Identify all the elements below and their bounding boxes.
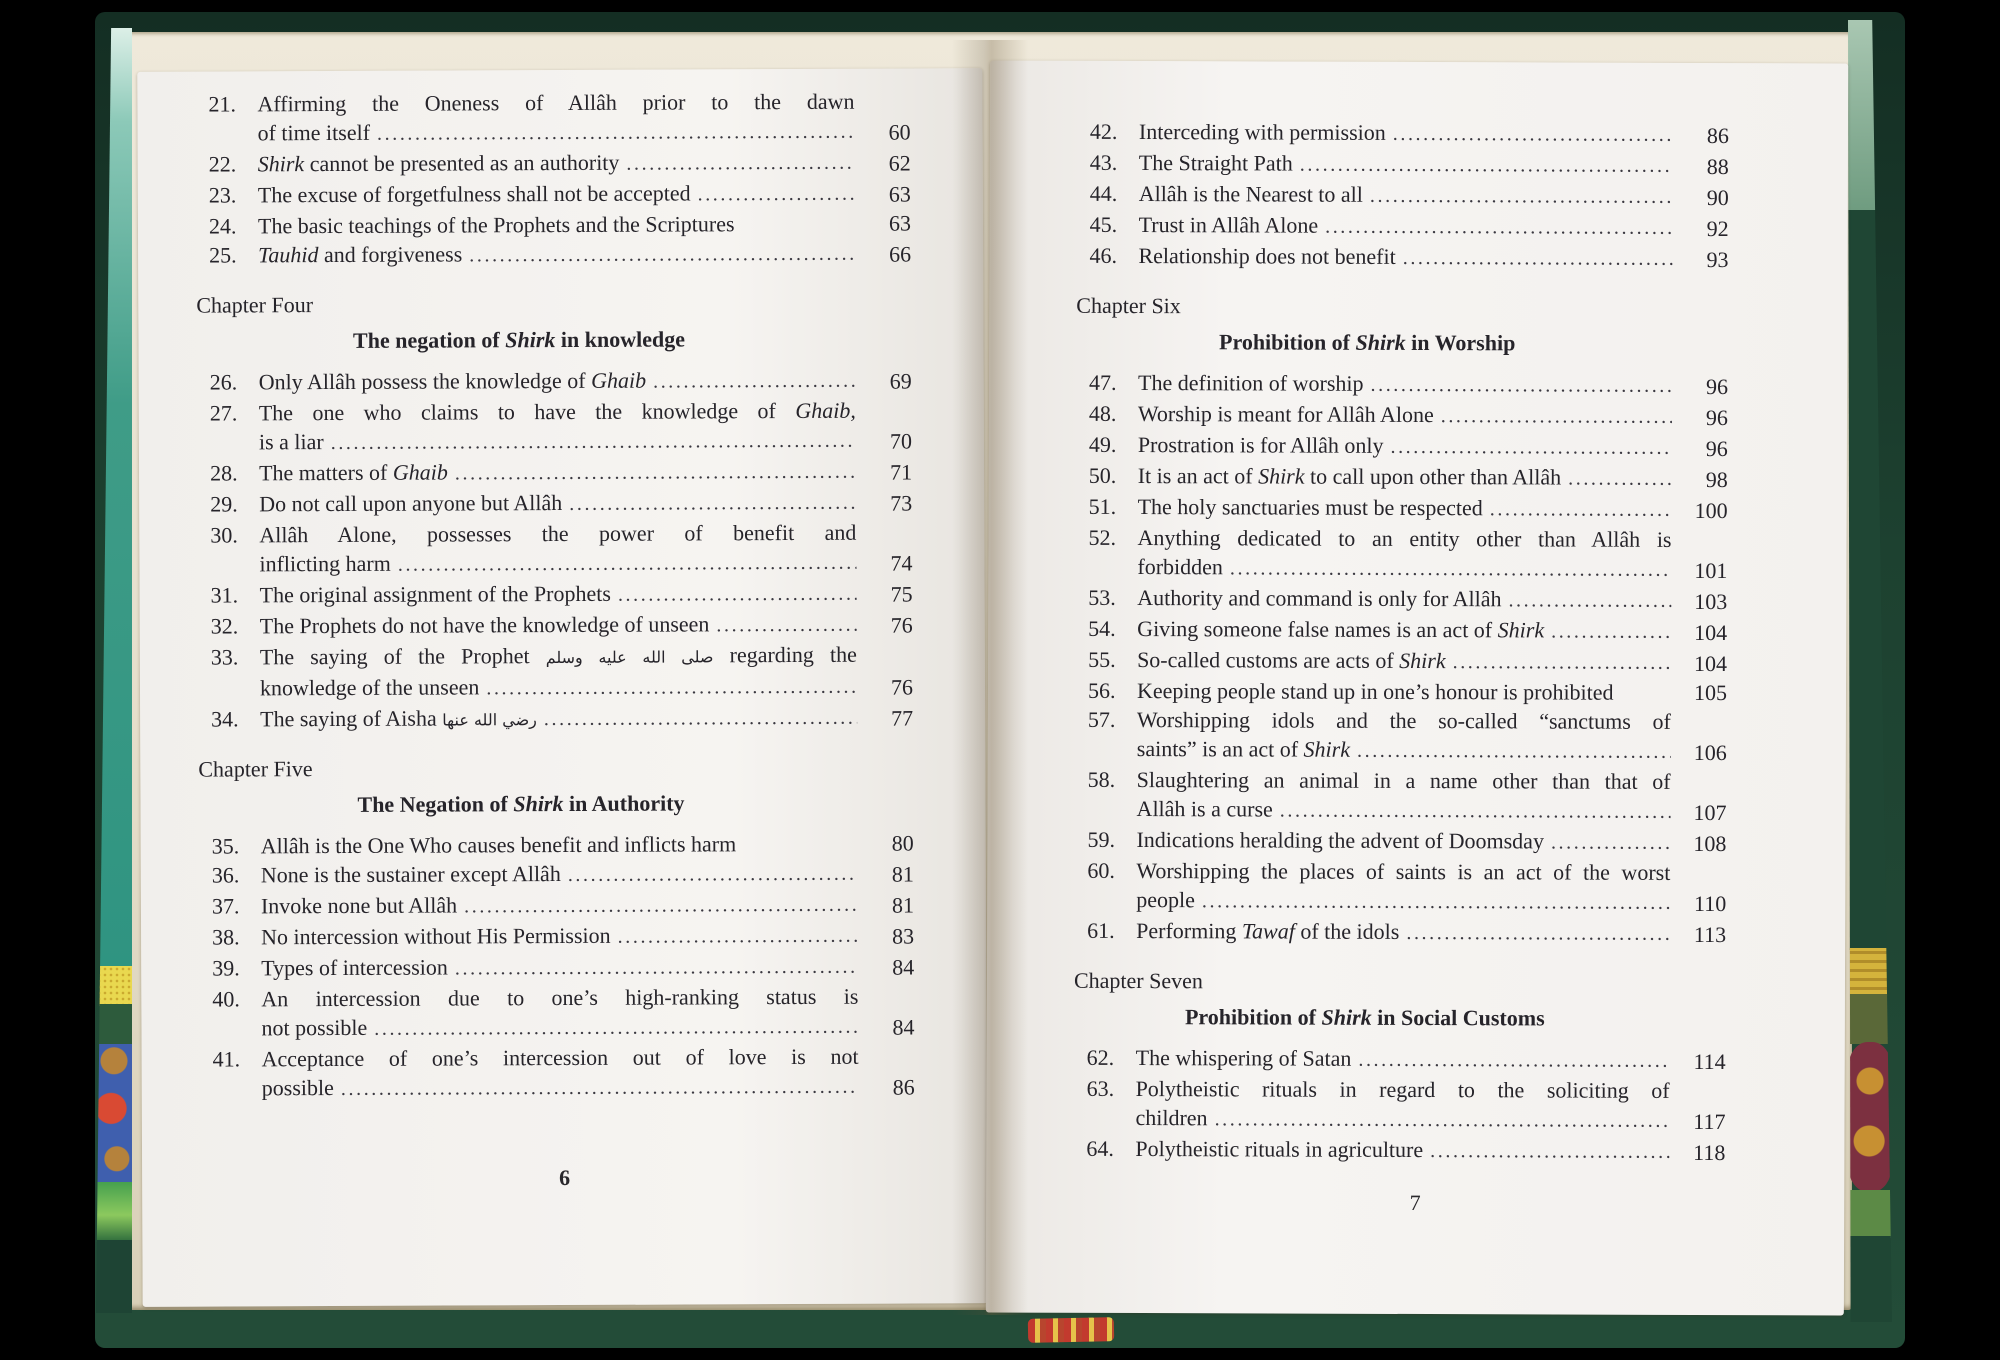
entry-text: The definition of worship .....: [1138, 368, 1672, 401]
dot-leader: [1390, 431, 1671, 463]
entry-page-ref: 81: [891, 861, 914, 887]
dot-leader: [618, 578, 857, 610]
entry-number: 31.: [210, 582, 239, 608]
entry-text: Do not call upon anyone but Allâh .....: [259, 487, 856, 521]
dot-leader: [618, 920, 859, 952]
toc-entry-45: [1077, 210, 1729, 243]
dot-leader: [569, 487, 856, 519]
chapter-title: The Negation of Shirk in Authority: [357, 790, 685, 817]
entry-number: 39.: [212, 955, 240, 981]
cover-leaf-band-left: [96, 1182, 132, 1242]
entry-text: So-called customs are acts of Shirk .....: [1137, 645, 1671, 678]
entry-page-ref: 103: [1694, 588, 1728, 615]
dot-leader: [1406, 917, 1670, 949]
entry-number: 57.: [1087, 706, 1116, 732]
entry-number: 63.: [1086, 1075, 1115, 1101]
entry-text: None is the sustainer except Allâh .....: [261, 858, 858, 892]
entry-number: 23.: [208, 182, 237, 208]
toc-entry-22: [196, 146, 911, 180]
entry-page-ref: 84: [892, 1014, 915, 1040]
entry-page-ref: 92: [1706, 216, 1729, 242]
entry-text: Tauhid and forgiveness .....: [258, 238, 855, 272]
entry-page-ref: 62: [888, 150, 911, 176]
dot-leader: [398, 547, 857, 580]
entry-text: The basic teachings of the Prophets and the Scriptures: [257, 211, 735, 239]
dot-leader: [1551, 826, 1671, 857]
entry-text: Allâh is the One Who causes benefit and inflicts harm: [260, 831, 737, 859]
cover-spine-ornament: [1028, 1317, 1114, 1343]
dot-leader: [697, 178, 854, 210]
entry-number: 45.: [1089, 211, 1118, 237]
entry-number: 25.: [209, 242, 237, 268]
dot-leader: [455, 456, 856, 489]
toc-entry-40: [199, 981, 914, 1044]
cover-ornament-medallion-right: [1848, 1042, 1892, 1192]
toc-entry-41: [200, 1041, 915, 1104]
entry-text: Performing Tawaf of the idols .....: [1136, 916, 1670, 949]
entry-number: 52.: [1088, 524, 1117, 550]
dot-leader: [1441, 400, 1672, 432]
dot-leader: [1430, 1135, 1669, 1167]
entry-number: 47.: [1089, 369, 1117, 395]
entry-number: 54.: [1088, 615, 1116, 641]
toc-entry-51: [1076, 492, 1728, 525]
toc-entry-38: [199, 919, 914, 953]
entry-text: The saying of Aisha رضي الله عنها .....: [260, 702, 857, 736]
entry-number: 61.: [1087, 917, 1115, 943]
entry-page-ref: 60: [888, 119, 911, 145]
chapter-title: Prohibition of Shirk in Worship: [1218, 329, 1516, 356]
dot-leader: [1325, 211, 1673, 243]
toc-entry-35: [199, 828, 914, 860]
toc-entry-53: [1075, 583, 1727, 616]
entry-page-ref: 83: [892, 923, 915, 949]
toc-entry-33: [198, 639, 913, 704]
entry-page-ref: 98: [1705, 467, 1728, 493]
entry-number: 26.: [209, 369, 238, 395]
entry-text: Giving someone false names is an act of Shirk .....: [1137, 614, 1671, 647]
entry-number: 60.: [1087, 857, 1115, 883]
toc-entry-49: [1076, 430, 1728, 463]
entry-page-ref: 69: [889, 368, 912, 394]
entry-text: Authority and command is only for Allâh .....: [1137, 583, 1671, 616]
entry-text: Affirming the Oneness of Allâh prior to the dawn of time itself .....: [257, 87, 854, 150]
entry-page-ref: 118: [1693, 1139, 1726, 1166]
dot-leader: [544, 702, 857, 734]
cover-band-olive: [1848, 994, 1892, 1044]
toc-entry-59: [1074, 825, 1726, 858]
entry-page-ref: 106: [1693, 739, 1727, 766]
entry-text: Allâh is the Nearest to all .....: [1139, 179, 1673, 212]
entry-page-ref: 86: [1706, 123, 1729, 149]
entry-page-ref: 101: [1694, 557, 1728, 584]
book-page-left: [137, 68, 987, 1307]
entry-text: Trust in Allâh Alone .....: [1139, 210, 1673, 243]
entry-number: 53.: [1088, 584, 1116, 610]
entry-text: Slaughtering an animal in a name other than that of Allâh is a curse .....: [1137, 765, 1671, 827]
dot-leader: [1403, 242, 1673, 274]
toc-entry-64: [1073, 1134, 1725, 1167]
page-number-footer-left: 6: [559, 1164, 571, 1191]
entry-number: 35.: [211, 833, 240, 859]
page-number-footer-right: 7: [1409, 1189, 1421, 1216]
dot-leader: [1230, 552, 1672, 585]
entry-text: Keeping people stand up in one’s honour is prohibited: [1136, 678, 1614, 705]
dot-leader: [1300, 149, 1673, 181]
entry-number: 55.: [1088, 646, 1116, 672]
entry-page-ref: 104: [1694, 650, 1728, 677]
entry-number: 46.: [1089, 242, 1118, 268]
entry-text: Acceptance of one’s intercession out of love is not possible .....: [262, 1042, 859, 1105]
entry-text: Interceding with permission .....: [1139, 117, 1673, 150]
entry-page-ref: 66: [889, 241, 912, 267]
entry-text: Polytheistic rituals in regard to the soliciting of children .....: [1135, 1074, 1669, 1136]
entry-number: 30.: [210, 522, 238, 548]
entry-page-ref: 113: [1693, 921, 1727, 948]
entry-number: 22.: [208, 151, 237, 177]
entry-page-ref: 63: [888, 210, 912, 236]
toc-entry-63: [1073, 1074, 1725, 1136]
entry-text: Worshipping the places of saints is an act of the worst people .....: [1136, 856, 1670, 918]
entry-text: Polytheistic rituals in agriculture .....: [1135, 1134, 1669, 1167]
toc-entry-25: [196, 237, 911, 271]
dot-leader: [1280, 795, 1671, 827]
toc-entry-32: [198, 608, 913, 642]
dot-leader: [1357, 735, 1671, 767]
entry-text: Only Allâh possess the knowledge of Ghaib .....: [259, 365, 856, 399]
entry-text: Allâh Alone, possesses the power of benefit and inflicting harm .....: [259, 518, 856, 581]
toc-entry-37: [199, 888, 914, 922]
entry-page-ref: 73: [890, 490, 913, 516]
toc-entry-47: [1076, 368, 1728, 401]
cover-edge-green-bottom-right: [1848, 1236, 1892, 1322]
entry-page-ref: 84: [892, 954, 915, 980]
entry-text: It is an act of Shirk to call upon other than Allâh .....: [1138, 461, 1672, 494]
toc-entry-34: [198, 701, 913, 735]
dot-leader: [716, 609, 856, 641]
entry-number: 50.: [1088, 462, 1117, 488]
dot-leader: [1215, 1103, 1670, 1136]
entry-text: Relationship does not benefit .....: [1138, 241, 1672, 274]
entry-text: Invoke none but Allâh .....: [261, 889, 858, 923]
toc-entry-23: [196, 177, 911, 211]
chapter-label: Chapter Four: [196, 292, 314, 318]
entry-text: The Prophets do not have the knowledge of unseen .....: [260, 609, 857, 643]
chapter-title: Prohibition of Shirk in Social Customs: [1184, 1004, 1545, 1031]
entry-number: 42.: [1089, 118, 1118, 144]
toc-entry-28: [197, 455, 912, 489]
dot-leader: [1370, 180, 1673, 212]
toc-entry-52: [1075, 523, 1727, 585]
entry-text: Indications heralding the advent of Doomsday .....: [1136, 825, 1670, 858]
toc-entry-57: [1075, 705, 1727, 767]
dot-leader: [469, 238, 855, 271]
entry-page-ref: 81: [891, 892, 915, 918]
toc-entry-30: [197, 517, 912, 580]
entry-text: The whispering of Satan .....: [1136, 1043, 1670, 1076]
chapter-label: Chapter Seven: [1073, 967, 1203, 994]
arabic-honorific: رضي الله عنها: [442, 710, 537, 730]
entry-text: The excuse of forgetfulness shall not be accepted .....: [258, 178, 855, 212]
toc-entry-50: [1076, 461, 1728, 494]
chapter-label: Chapter Five: [198, 756, 313, 782]
entry-number: 43.: [1089, 149, 1118, 175]
entry-page-ref: 80: [891, 830, 914, 856]
toc-entry-39: [199, 950, 914, 984]
toc-entry-21: [195, 86, 910, 149]
toc-list-right: [1073, 117, 1729, 1167]
entry-number: 28.: [210, 460, 238, 486]
entry-page-ref: 93: [1706, 247, 1729, 273]
entry-text: Worship is meant for Allâh Alone .....: [1138, 399, 1672, 432]
entry-number: 48.: [1088, 400, 1117, 426]
entry-text: Worshipping idols and the so-called “sanctums of saints” is an act of Shirk .....: [1137, 705, 1671, 767]
entry-number: 40.: [212, 986, 240, 1012]
entry-text: The matters of Ghaib .....: [259, 456, 856, 490]
entry-page-ref: 104: [1694, 619, 1728, 646]
entry-number: 21.: [208, 91, 237, 117]
entry-number: 37.: [211, 893, 240, 919]
entry-page-ref: 76: [890, 612, 913, 638]
cover-band-gold: [1848, 948, 1892, 996]
entry-number: 56.: [1087, 677, 1116, 703]
entry-page-ref: 100: [1694, 497, 1728, 524]
entry-page-ref: 110: [1694, 890, 1727, 917]
entry-text: Anything dedicated to an entity other than Allâh is forbidden .....: [1137, 523, 1671, 585]
entry-page-ref: 90: [1706, 185, 1729, 211]
entry-page-ref: 114: [1693, 1048, 1726, 1075]
chapter-label: Chapter Six: [1076, 292, 1181, 319]
entry-text: The original assignment of the Prophets .....: [260, 578, 857, 612]
entry-page-ref: 108: [1693, 830, 1727, 857]
entry-number: 29.: [210, 491, 238, 517]
toc-entry-42: [1077, 117, 1729, 150]
dot-leader: [1370, 369, 1672, 401]
dot-leader: [1393, 118, 1673, 150]
dot-leader: [653, 365, 856, 397]
entry-text: Types of intercession .....: [261, 951, 858, 985]
chapter-title: The negation of Shirk in knowledge: [352, 326, 686, 353]
entry-page-ref: 96: [1705, 436, 1728, 462]
dot-leader: [455, 951, 858, 984]
entry-text: The saying of the Prophet صلى الله عليه وسلم regarding the knowledge of the unseen .....: [260, 640, 857, 705]
dot-leader: [341, 1071, 859, 1104]
entry-page-ref: 75: [890, 581, 913, 607]
entry-text: The one who claims to have the knowledge of Ghaib, is a liar .....: [259, 396, 856, 459]
cover-band-green-left: [96, 1004, 132, 1046]
entry-number: 64.: [1086, 1135, 1114, 1161]
entry-text: Prostration is for Allâh only .....: [1138, 430, 1672, 463]
dot-leader: [1508, 584, 1671, 616]
entry-page-ref: 74: [890, 550, 913, 576]
toc-entry-62: [1074, 1043, 1726, 1076]
entry-text: An intercession due to one’s high-ranking status is not possible .....: [261, 982, 858, 1045]
toc-entry-55: [1075, 645, 1727, 678]
toc-entry-24: [196, 208, 911, 240]
toc-entry-26: [197, 364, 912, 398]
arabic-honorific: صلى الله عليه وسلم: [545, 647, 714, 668]
dot-leader: [568, 858, 858, 890]
entry-page-ref: 117: [1693, 1108, 1726, 1135]
dot-leader: [1453, 646, 1672, 678]
toc-entry-61: [1074, 916, 1726, 949]
entry-page-ref: 70: [889, 428, 912, 454]
entry-page-ref: 86: [892, 1074, 915, 1100]
entry-number: 38.: [212, 924, 240, 950]
entry-page-ref: 107: [1693, 799, 1727, 826]
entry-text: No intercession without His Permission .....: [261, 920, 858, 954]
book-page-right: [986, 61, 1848, 1316]
entry-number: 58.: [1087, 766, 1116, 792]
entry-number: 59.: [1087, 826, 1116, 852]
entry-page-ref: 96: [1706, 374, 1729, 400]
entry-number: 32.: [210, 613, 239, 639]
entry-number: 44.: [1089, 180, 1118, 206]
cover-band-yellow: [96, 966, 132, 1006]
toc-entry-46: [1076, 241, 1728, 274]
entry-number: 41.: [212, 1046, 241, 1072]
toc-entry-29: [197, 486, 912, 520]
entry-number: 24.: [208, 213, 237, 239]
dot-leader: [486, 671, 857, 704]
entry-number: 49.: [1088, 431, 1117, 457]
entry-text: The holy sanctuaries must be respected .....: [1138, 492, 1672, 525]
toc-entry-48: [1076, 399, 1728, 432]
dot-leader: [1358, 1044, 1669, 1076]
toc-entry-31: [198, 577, 913, 611]
dot-leader: [374, 1011, 858, 1044]
toc-entry-60: [1074, 856, 1726, 918]
dot-leader: [1202, 885, 1670, 918]
dot-leader: [626, 147, 854, 179]
entry-page-ref: 96: [1705, 405, 1728, 431]
toc-entry-27: [197, 395, 912, 458]
cover-ornament-floral-left: [96, 1044, 132, 1184]
entry-page-ref: 63: [888, 181, 911, 207]
entry-page-ref: 76: [890, 674, 914, 700]
dot-leader: [1551, 615, 1671, 646]
toc-entry-43: [1077, 148, 1729, 181]
entry-text: Shirk cannot be presented as an authority .....: [258, 147, 855, 181]
entry-number: 34.: [211, 706, 239, 732]
toc-entry-56: [1075, 676, 1727, 707]
dot-leader: [464, 889, 858, 922]
toc-entry-58: [1075, 765, 1727, 827]
cover-leaf-band-right: [1848, 1190, 1892, 1238]
entry-page-ref: 88: [1706, 154, 1729, 180]
toc-entry-44: [1077, 179, 1729, 212]
dot-leader: [377, 116, 855, 149]
entry-number: 62.: [1086, 1044, 1115, 1070]
toc-list-left: [195, 86, 914, 1104]
entry-number: 51.: [1088, 493, 1117, 519]
entry-text: The Straight Path .....: [1139, 148, 1673, 181]
dot-leader: [1568, 463, 1672, 494]
cover-edge-green-bottom-left: [96, 1240, 132, 1315]
entry-number: 36.: [211, 862, 240, 888]
entry-page-ref: 105: [1693, 679, 1728, 706]
dot-leader: [1490, 493, 1672, 525]
toc-entry-36: [199, 857, 914, 891]
toc-entry-54: [1075, 614, 1727, 647]
entry-number: 27.: [209, 400, 238, 426]
entry-number: 33.: [210, 644, 239, 670]
entry-page-ref: 71: [890, 459, 913, 485]
dot-leader: [331, 425, 856, 458]
entry-page-ref: 77: [891, 705, 914, 731]
